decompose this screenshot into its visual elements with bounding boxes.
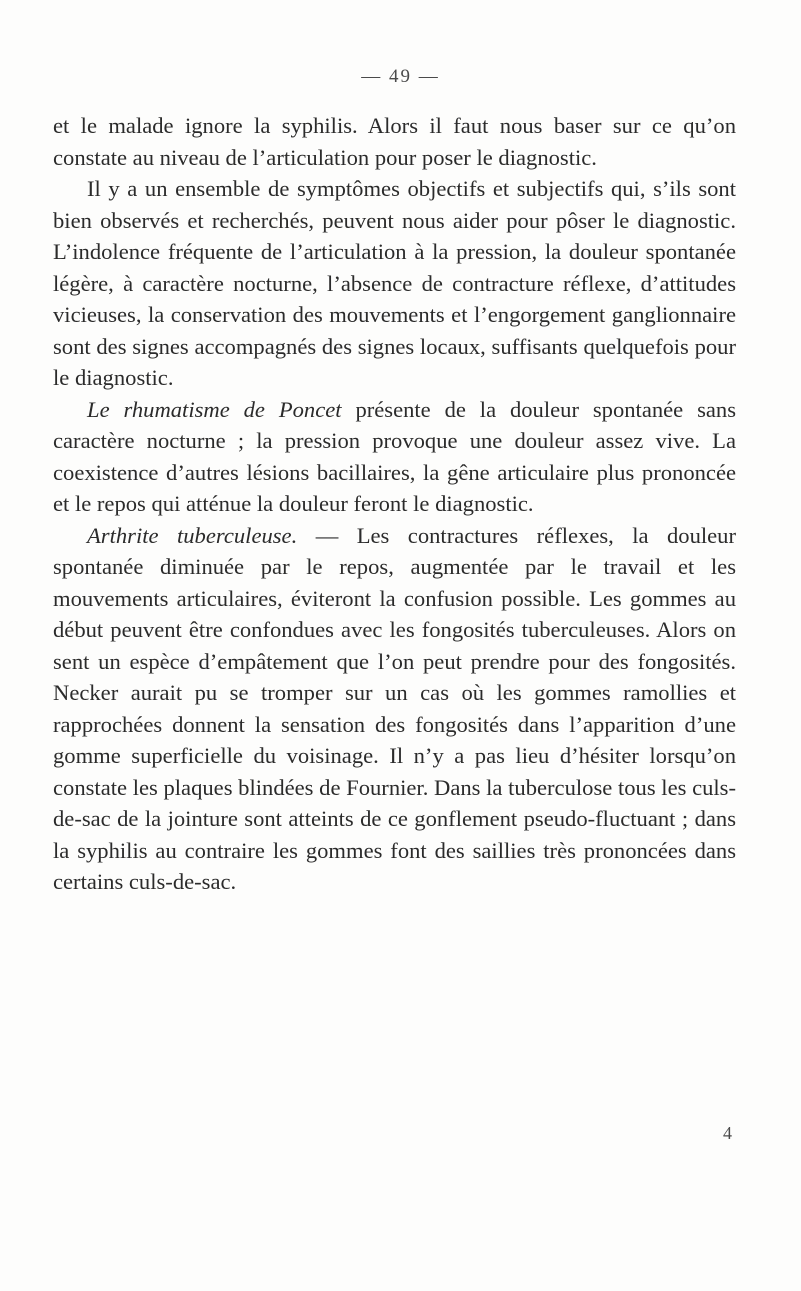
paragraph-rhumatisme [53,394,736,520]
body-text [53,110,736,898]
paragraph-rhumatisme-title: Le rhumatisme de Poncet [87,396,342,422]
paragraph-continuation: et le malade ignore la syphilis. Alors il faut nous baser sur ce qu’on constate au niveau de l’articulation pour poser le diagnostic. [53,113,736,170]
page-number-header: — 49 — [361,66,440,87]
paragraph-arthrite [53,520,736,898]
signature-mark: 4 [723,1123,732,1143]
paragraph-arthrite-text: — Les contractures réflexes, la douleur spontanée diminuée par le repos, augmentée par le travail et les mouvements articulaires, éviteront la confusion possible. Les gommes au début peuvent être confondues avec les fongosités tuberculeuses. Alors on sent un espèce d’empâtement que l’on peut prendre pour des fongosités. Necker aurait pu se tromper sur un cas où les gommes ramollies et rapprochées donnent la sensation des fongosités dans l’apparition d’une gomme superficielle du voisinage. Il n’y a pas lieu d’hésiter lorsqu’on constate les plaques blindées de Fournier. Dans la tuberculose tous les culs-de-sac de la jointure sont atteints de ce gonflement pseudo-fluctuant ; dans la syphilis au contraire les gommes font des saillies très prononcées dans certains culs-de-sac. [53,522,736,894]
paragraph-symptoms: Il y a un ensemble de symptômes objectifs et subjectifs qui, s’ils sont bien observés et recherchés, peuvent nous aider pour pôser le diagnostic. L’indolence fréquente de l’articulation à la pression, la douleur spontanée légère, à caractère nocturne, l’absence de contracture réflexe, d’attitudes vicieuses, la conservation des mouvements et l’engorgement ganglionnaire sont des signes accompagnés des signes locaux, suffisants quelquefois pour le diagnostic. [53,176,736,390]
paragraph-arthrite-title: Arthrite tuberculeuse. [87,522,298,548]
paragraph-rhumatisme-text: présente de la douleur spontanée sans caractère nocturne ; la pression provoque une douleur assez vive. La coexistence d’autres lésions bacillaires, la gêne articulaire plus prononcée et le repos qui atténue la douleur feront le diagnostic. [53,396,736,516]
